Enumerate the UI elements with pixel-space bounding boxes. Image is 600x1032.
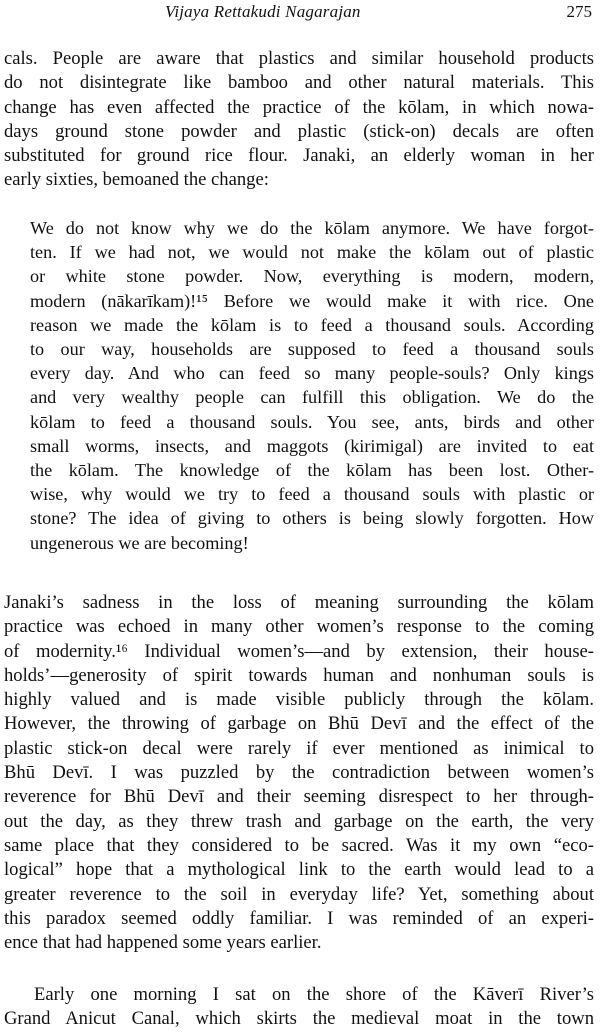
quote-line: and very wealthy people can fulfill this obligation. We do the — [30, 387, 594, 408]
quote-line: every day. And who can feed so many people-souls? Only kings — [30, 363, 594, 384]
quote-line: ten. If we had not, we would not make the kōlam out of plastic — [30, 242, 594, 263]
text-line: holds’—generosity of spirit towards human and nonhuman souls is — [4, 664, 594, 686]
text-line: substituted for ground rice flour. Janaki, an elderly woman in her — [4, 145, 594, 167]
page-header — [0, 0, 600, 26]
text-line: this paradox seemed oddly familiar. I was reminded of an experi- — [4, 907, 594, 929]
text-line: Grand Anicut Canal, which skirts the medieval moat in the town — [4, 1008, 594, 1030]
text-line: Janaki’s sadness in the loss of meaning surrounding the kōlam — [4, 592, 594, 613]
text-line: highly valued and is made visible publicly through the kōlam. — [4, 689, 594, 711]
quote-line: kōlam to feed a thousand souls. You see, ants, birds and other — [30, 411, 594, 432]
text-line: days ground stone powder and plastic (stick-on) decals are often — [4, 120, 594, 142]
paragraph — [4, 983, 594, 1032]
text-line: Early one morning I sat on the shore of the Kāverī River’s — [34, 984, 594, 1005]
text-line: change has even affected the practice of the kōlam, in which nowa- — [4, 96, 594, 118]
text-line: early sixties, bemoaned the change: — [4, 169, 269, 191]
text-line: However, the throwing of garbage on Bhū Devī and the effect of the — [4, 713, 594, 735]
text-line: cals. People are aware that plastics and similar household products — [4, 48, 594, 69]
quote-line: modern (nākarīkam)!¹⁵ Before we would make it with rice. One — [30, 290, 594, 311]
block-quote — [30, 216, 594, 555]
quote-line: to our way, households are supposed to feed a thousand souls — [30, 339, 594, 360]
text-line: out the day, as they threw trash and garbage on the earth, the very — [4, 810, 594, 832]
quote-line: or white stone powder. Now, everything is modern, modern, — [30, 266, 594, 287]
paragraph-continuation — [4, 47, 594, 193]
quote-line: stone? The idea of giving to others is being slowly forgotten. How — [30, 508, 594, 529]
quote-line: ungenerous we are becoming! — [30, 532, 249, 553]
quote-line: reason we made the kōlam is to feed a thousand souls. According — [30, 314, 594, 335]
text-line: of modernity.¹⁶ Individual women’s—and by extension, their house- — [4, 640, 594, 662]
text-line: logical” hope that a mythological link to the earth would lead to a — [4, 859, 594, 881]
running-head: Vijaya Rettakudi Nagarajan — [165, 2, 361, 21]
text-line: practice was echoed in many other women’s response to the coming — [4, 616, 594, 638]
quote-line: small worms, insects, and maggots (kirimigal) are invited to eat — [30, 435, 594, 456]
text-line: same place that they considered to be sacred. Was it my own “eco- — [4, 834, 594, 856]
quote-line: the kōlam. The knowledge of the kōlam has been lost. Other- — [30, 460, 594, 481]
text-line: reverence for Bhū Devī and their seeming disrespect to her through- — [4, 786, 594, 808]
text-line: do not disintegrate like bamboo and other natural materials. This — [4, 72, 594, 94]
text-line: ence that had happened some years earlier. — [4, 932, 322, 954]
text-line: Bhū Devī. I was puzzled by the contradiction between women’s — [4, 762, 594, 784]
paragraph — [4, 591, 594, 955]
text-line: plastic stick-on decal were rarely if ever mentioned as inimical to — [4, 737, 594, 759]
text-line: greater reverence to the soil in everyday life? Yet, something about — [4, 883, 594, 905]
page-number: 275 — [566, 2, 592, 21]
quote-line: wise, why would we try to feed a thousand souls with plastic or — [30, 484, 594, 505]
quote-line: We do not know why we do the kōlam anymore. We have forgot- — [30, 218, 594, 238]
